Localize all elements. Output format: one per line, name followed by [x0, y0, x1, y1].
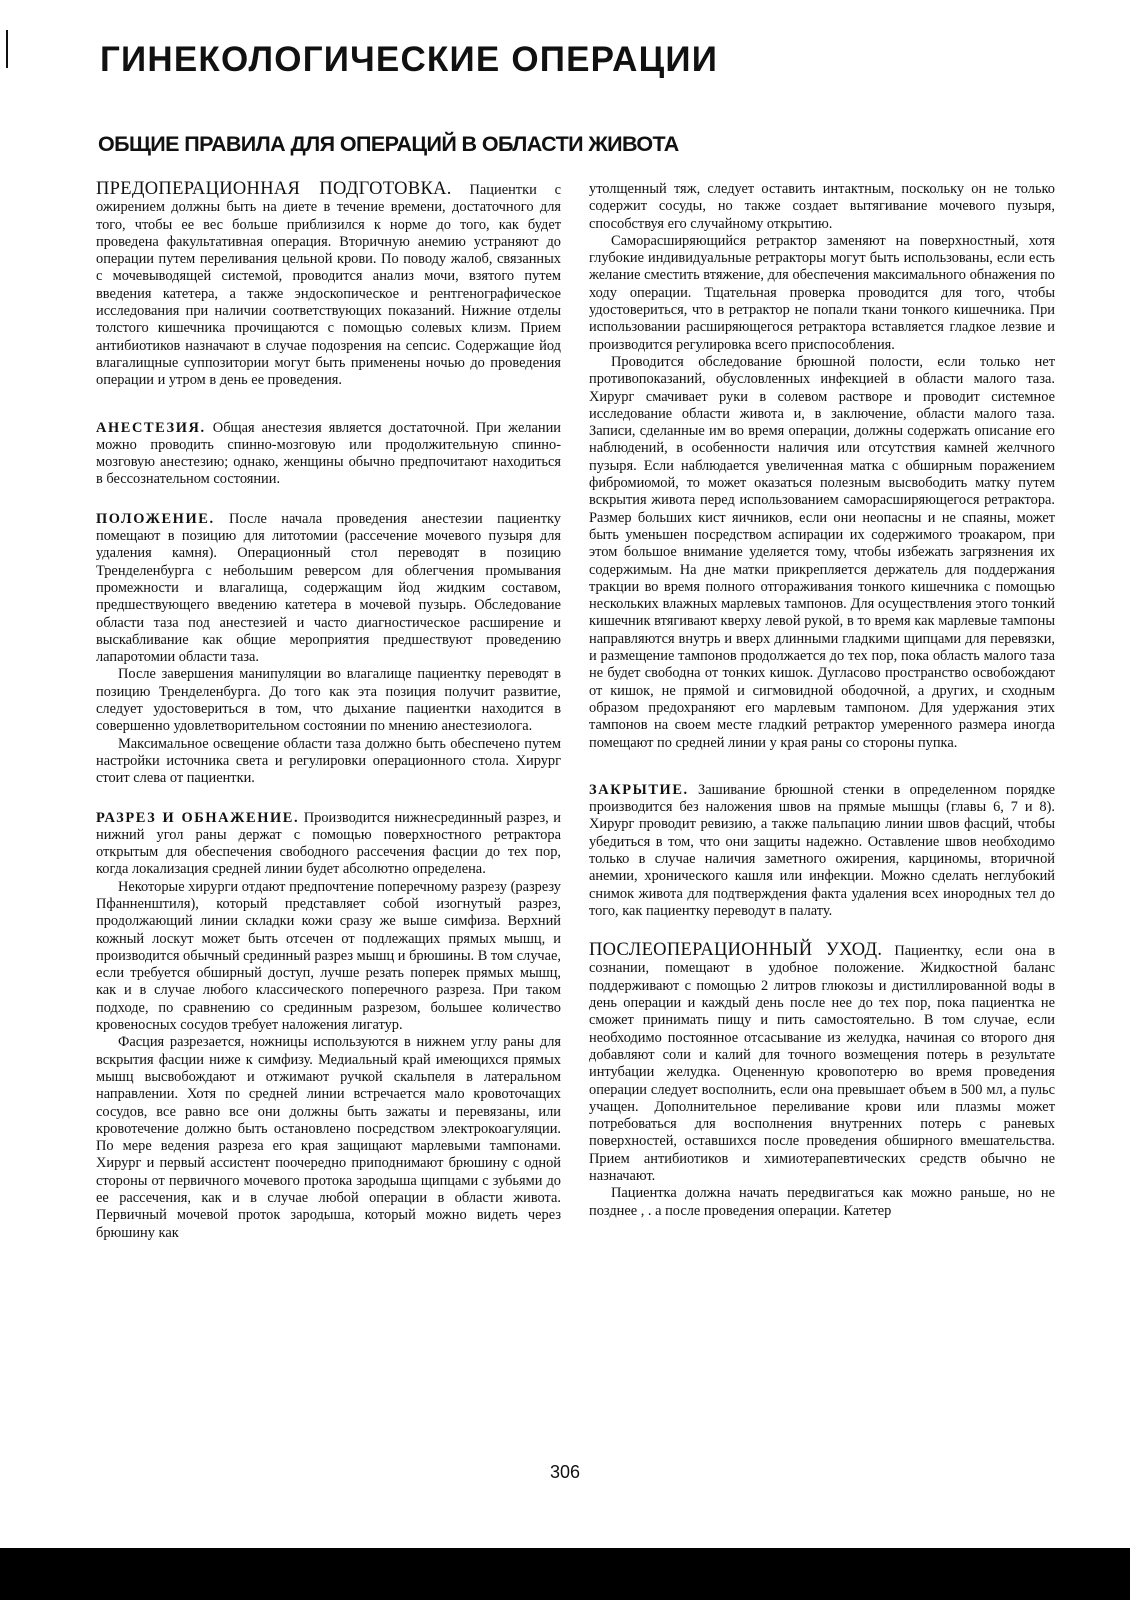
postop-heading: ПОСЛЕОПЕРАЦИОННЫЙ УХОД.	[589, 940, 883, 961]
right-column	[589, 181, 1055, 1220]
closure-paragraph	[589, 782, 1055, 920]
examination-paragraph: Проводится обследование брюшной полости, если только нет противопоказаний, обусловленных инфекцией в области малого таза. Хирург смачивает руки в солевом растворе и проводит системное исследование области живота и, в заключение, области малого таза. Записи, сделанные им во время операции, должны содержать описание его наблюдений, в особенности наличия или отсутствия камней желчного пузыря. Если наблюдается увеличенная матка с обширным поражением фибромиомой, то может оказаться полезным высвободить матку путем вскрытия живота перед использованием саморасширяющегося ретрактора. Размер больших кист яичников, если они неопасны и не спаяны, может быть уменьшен посредством аспирации их содержимого троакаром, при этом большое внимание уделяется тому, чтобы избежать загрязнения их содержимым. На дне матки прикрепляется держатель для поддержания тракции во время полного отгораживания тонкого кишечника с помощью нескольких влажных марлевых тампонов. Для осуществления этого тонкий кишечник втягивают кверху левой рукой, в то время как марлевые тампоны направляются внутрь и вверх длинными гладкими щипцами для перевязки, и размещение тампонов продолжается до тех пор, пока область малого таза не будет свободна от тонких кишок. Дугласово пространство освобождают от кишок, не прямой и сигмовидной ободочной, а других, и сходным образом предохраняют его марлевым тампоном. Для удержания этих тампонов на своем месте гладкий ретрактор умеренного размера иногда помещают по средней линии у края раны со стороны пупка.	[589, 353, 1055, 751]
preop-paragraph	[96, 181, 561, 390]
position-paragraph-3: Максимальное освещение области таза должно быть обеспечено путем настройки источника света и регулировки операционного стола. Хирург стоит слева от пациентки.	[96, 735, 561, 787]
preop-text: Пациентки с ожирением должны быть на диете в течение времени, достаточного для того, чтобы ее вес больше приблизился к норме до того, как будет проведена факультативная операция. Вторичную анемию устраняют до операции путем переливания цельной крови. По поводу жалоб, связанных с мочевыводящей системой, проводится анализ мочи, взятого путем введения катетера, а также эндоскопическое и рентгенографическое исследования при наличии соответствующих показаний. Нижние отделы толстого кишечника прочищаются с помощью солевых клизм. Прием антибиотиков назначают в случае подозрения на сепсис. Содержащие йод влагалищные суппозитории могут быть применены ночью до проведения операции и утром в день ее проведения.	[96, 182, 561, 389]
position-heading: ПОЛОЖЕНИЕ.	[96, 510, 215, 527]
closure-heading: ЗАКРЫТИЕ.	[589, 781, 689, 798]
continuation-paragraph: утолщенный тяж, следует оставить интактным, поскольку он не только содержит сосуды, но также создает вытягивание мочевого пузыря, способствуя его случайному открытию.	[589, 181, 1055, 232]
section-subtitle: ОБЩИЕ ПРАВИЛА ДЛЯ ОПЕРАЦИЙ В ОБЛАСТИ ЖИВОТА	[98, 132, 679, 156]
anesthesia-heading: АНЕСТЕЗИЯ.	[96, 419, 206, 436]
left-column	[96, 181, 561, 1242]
page-title: ГИНЕКОЛОГИЧЕСКИЕ ОПЕРАЦИИ	[100, 40, 719, 79]
postop-paragraph	[589, 942, 1055, 1185]
incision-paragraph-3: Фасция разрезается, ножницы используются в нижнем углу раны для вскрытия фасции ниже к симфизу. Медиальный край имеющихся прямых мышц высвобождают и отжимают ручкой скальпеля в латеральном направлении. Хотя по средней линии встречается мало кровоточащих сосудов, все равно все они должны быть зажаты и перевязаны, или кровотечение должно быть остановлено посредством электрокоагуляции. По мере ведения разреза его края защищают марлевыми тампонами. Хирург и первый ассистент поочередно приподнимают брюшину с одной стороны от первичного мочевого протока зародыша щипцами с зубьями до ее рассечения, как и в случае любой операции в области живота. Первичный мочевой проток зародыша, который можно видеть через брюшину как	[96, 1034, 561, 1241]
postop-text: Пациентку, если она в сознании, помещают в удобное положение. Жидкостной баланс поддерживают с помощью 2 литров глюкозы и дистиллированной воды в день операции и каждый день после нее до тех пор, пока пациентка не сможет принимать пищу и пить самостоятельно. В том случае, если необходимо постоянное отсасывание из желудка, начиная со второго дня добавляют соли и калий для точного возмещения потерь в результате интубации желудка. Оцененную кровопотерю во время проведения операции следует восполнить, если она превышает объем в 500 мл, а пульс учащен. Дополнительное переливание крови или плазмы может потребоваться для восполнения внутренних потерь с раневых поверхностей, оставшихся после проведения обширного вмешательства. Прием антибиотиков и химиотерапевтических средств обычно не назначают.	[589, 943, 1055, 1185]
incision-heading: РАЗРЕЗ И ОБНАЖЕНИЕ.	[96, 809, 300, 826]
postop-paragraph-2: Пациентка должна начать передвигаться как можно раньше, но не позднее , . а после проведения операции. Катетер	[589, 1185, 1055, 1219]
page-number: 306	[549, 1462, 581, 1482]
preop-heading: ПРЕДОПЕРАЦИОННАЯ ПОДГОТОВКА.	[96, 179, 452, 199]
incision-text: Производится нижнесрединный разрез, и нижний угол раны держат с помощью поверхностного ретрактора открытым для обеспечения свободного рассечения фасции до тех пор, когда локализация средней линии будет абсолютно определена.	[96, 809, 561, 878]
position-paragraph-2: После завершения манипуляции во влагалище пациентку переводят в позицию Тренделенбурга. До того как эта позиция получит развитие, следует удостовериться в том, что дыхание пациентки находится в совершенно удовлетворительном состоянии по мнению анестезиолога.	[96, 666, 561, 735]
scan-bottom-bar	[0, 1548, 1130, 1600]
incision-paragraph-2: Некоторые хирурги отдают предпочтение поперечному разрезу (разрезу Пфанненштиля), который представляет собой изогнутый разрез, продолжающий линии складки кожи сразу же выше симфиза. Верхний кожный лоскут может быть отсечен от подлежащих прямых мышц, и производится обычный срединный разрез мышц и брюшины. В том случае, если требуется обширный доступ, лучше резать поперек прямых мышц, как и в случае любого классического поперечного разреза. При таком подходе, по сравнению со срединным разрезом, большее количество кровеносных сосудов требует наложения лигатур.	[96, 878, 561, 1034]
margin-rule	[6, 30, 8, 68]
incision-paragraph	[96, 810, 561, 879]
position-text: После начала проведения анестезии пациентку помещают в позицию для литотомии (рассечение мочевого пузыря для удаления камня). Операционный стол переводят в позицию Тренделенбурга с небольшим реверсом для облегчения промывания промежности и влагалища, содержащим йод жидким составом, предшествующего введению катетера в мочевой пузырь. Обследование области таза под анестезией и часто диагностическое расширение и выскабливание как общие мероприятия предшествуют проведению лапаротомии области таза.	[96, 510, 561, 666]
closure-text: Зашивание брюшной стенки в определенном порядке производится без наложения швов на прямые мышцы (главы 6, 7 и 8). Хирург проводит ревизию, а также пальпацию линии швов фасций, чтобы убедиться в том, что они защиты надежно. Оставление швов необходимо только в случае наличия заметного ожирения, карциномы, вторичной анемии, хронического кашля или инфекции. Можно сделать неглубокий снимок живота для подтверждения факта удаления всех инородных тел до того, как пациентку переводут в палату.	[589, 781, 1055, 919]
retractor-paragraph: Саморасширяющийся ретрактор заменяют на поверхностный, хотя глубокие индивидуальные ретракторы могут быть использованы, если есть желание сместить втяжение, для обеспечения максимального обнажения по ходу операции. Тщательная проверка проводится для того, чтобы удостовериться, что в ретрактор не попали ткани тонкого кишечника. При использовании расширяющегося ретрактора вставляется гладкое лезвие и производится регулировка всего приспособления.	[589, 232, 1055, 353]
anesthesia-paragraph	[96, 420, 561, 489]
anesthesia-text: Общая анестезия является достаточной. При желании можно проводить спинно-мозговую или продолжительную спинно-мозговую анестезию; однако, женщины обычно предпочитают находиться в бессознательном состоянии.	[96, 419, 561, 488]
position-paragraph	[96, 511, 561, 667]
